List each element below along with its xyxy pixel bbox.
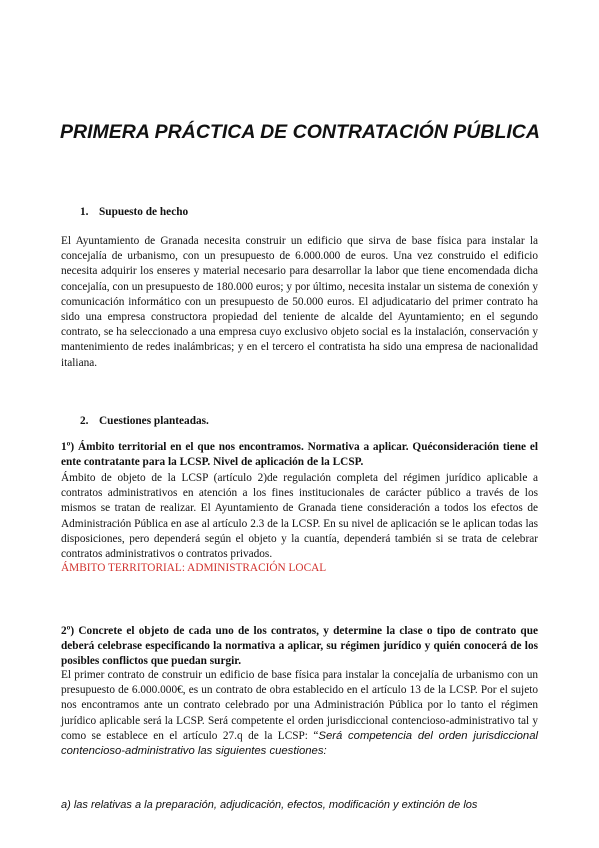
document-title: PRIMERA PRÁCTICA DE CONTRATACIÓN PÚBLICA: [60, 121, 540, 143]
section-1-title: Supuesto de hecho: [99, 206, 189, 218]
section-1-heading: [80, 206, 188, 218]
answer-1: Ámbito de objeto de la LCSP (artículo 2)de regulación completa del régimen jurídico aplicable a contratos administrativos en atención a los fines institucionales de carácter público a través de los mismos se tratan de realizar. El Ayuntamiento de Granada tiene consideración a todos los efectos de Administración Pública en ase al artículo 2.3 de la LCSP. En su nivel de aplicación se le aplican todas las disposiciones, pero dependerá según el objeto y la cuantía, dependerá también si se trata de celebrar contratos administrativos o contratos privados.: [61, 472, 538, 561]
answer-2-text: El primer contrato de construir un edificio de base física para instalar la concejalía de urbanismo con un presupuesto de 6.000.000€, es un contrato de obra establecido en el artículo 13 de la LCSP. Por el sujeto nos encontramos ante un contrato celebrado por una Administración Pública por lo tanto el régimen jurídico aplicable será la LCSP. Será competente el orden jurisdiccional contencioso-administrativo tal y como se establece en el artículo 27.q de la LCSP: “: [61, 669, 538, 742]
section-1-number: 1.: [80, 206, 89, 218]
answer-2: [61, 668, 538, 759]
answer-2-item-a: a) las relativas a la preparación, adjudicación, efectos, modificación y extinción de los: [61, 799, 478, 811]
section-2-number: 2.: [80, 415, 89, 427]
section-1-paragraph: El Ayuntamiento de Granada necesita construir un edificio que sirva de base física para instalar la concejalía de urbanismo, con un presupuesto de 6.000.000 de euros. Una vez construido el edificio necesita adquirir los enseres y material necesario para desarrollar la labor que tiene encomendada dicha concejalía, con un presupuesto de 180.000 euros; y por último, necesita instalar un sistema de conexión y comunicación informático con un presupuesto de 50.000 euros. El adjudicatario del primer contrato ha sido una empresa constructora propiedad del teniente de alcalde del Ayuntamiento; en el segundo contrato, se ha seleccionado a una empresa cuyo exclusivo objeto social es la instalación, conservación y mantenimiento de redes inalámbricas; y en el tercero el contratista ha sido una empresa de nacionalidad italiana.: [61, 235, 538, 369]
section-2-title: Cuestiones planteadas.: [99, 415, 209, 427]
answer-1-highlight: ÁMBITO TERRITORIAL: ADMINISTRACIÓN LOCAL: [61, 562, 327, 574]
section-2-heading: [80, 415, 209, 427]
question-1: 1º) Ámbito territorial en el que nos encontramos. Normativa a aplicar. Quéconsideración tiene el ente contratante para la LCSP. Nivel de aplicación de la LCSP.: [61, 441, 538, 469]
question-2: 2º) Concrete el objeto de cada uno de los contratos, y determine la clase o tipo de contrato que deberá celebrase especificando la normativa a aplicar, su régimen jurídico y quién conocerá de los posibles conflictos que puedan surgir.: [61, 625, 538, 668]
answer-2-quote: Será competencia del orden jurisdiccional contencioso-administrativo las siguientes cuestiones:: [61, 729, 538, 758]
